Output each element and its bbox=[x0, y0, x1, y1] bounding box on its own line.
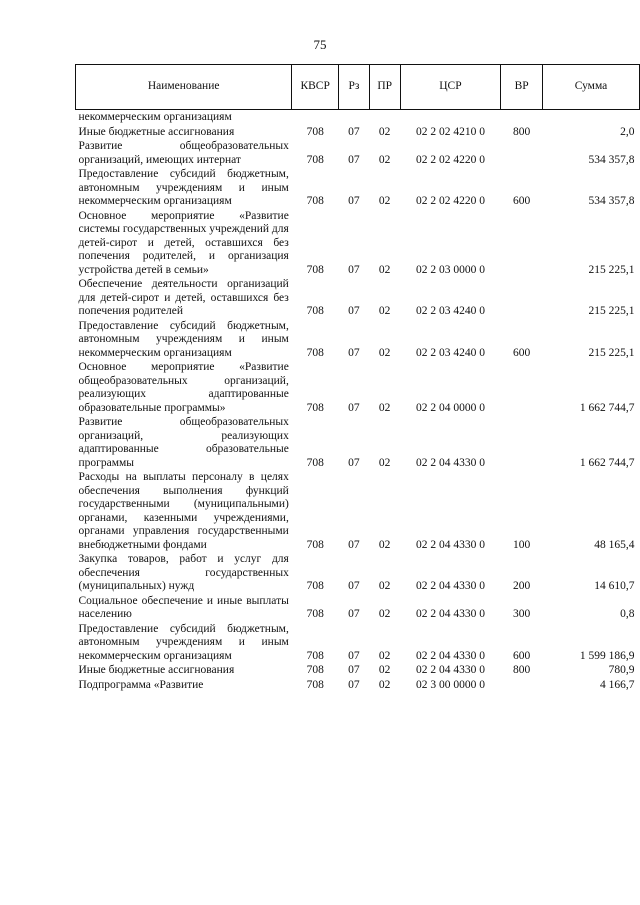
cell-pr: 02 bbox=[378, 125, 391, 138]
table-row bbox=[76, 471, 640, 553]
cell-pr: 02 bbox=[378, 580, 391, 592]
cell-sum: 0,8 bbox=[620, 608, 635, 620]
cell-kvsr: 708 bbox=[306, 608, 324, 620]
table-row bbox=[76, 679, 640, 694]
budget-table bbox=[75, 64, 640, 693]
cell-sum: 780,9 bbox=[608, 664, 635, 676]
cell-sum: 1 599 186,9 bbox=[579, 649, 635, 662]
cell-rz: 07 bbox=[348, 608, 360, 620]
cell-vr: 600 bbox=[513, 649, 531, 662]
cell-name: некоммерческим организациям bbox=[78, 111, 232, 123]
table-row bbox=[76, 320, 640, 362]
cell-pr: 02 bbox=[378, 305, 391, 317]
cell-sum: 1 662 744,7 bbox=[579, 456, 635, 469]
cell-csr: 02 2 04 4330 0 bbox=[415, 649, 485, 662]
cell-kvsr bbox=[292, 110, 339, 126]
table-row bbox=[76, 595, 640, 623]
cell-rz: 07 bbox=[348, 649, 360, 662]
header-vr: ВР bbox=[501, 65, 543, 110]
header-kvsr: КВСР bbox=[292, 65, 339, 110]
page-number: 75 bbox=[313, 37, 327, 52]
cell-rz: 07 bbox=[348, 346, 360, 359]
cell-csr: 02 2 03 0000 0 bbox=[415, 263, 485, 276]
cell-vr bbox=[501, 361, 543, 416]
cell-kvsr: 708 bbox=[306, 664, 324, 676]
cell-kvsr: 708 bbox=[306, 538, 324, 551]
cell-name: Иные бюджетные ассигнования bbox=[78, 664, 235, 676]
cell-kvsr: 708 bbox=[306, 305, 324, 317]
table-body bbox=[76, 110, 640, 694]
cell-pr: 02 bbox=[378, 195, 391, 207]
cell-vr bbox=[501, 416, 543, 471]
cell-rz bbox=[339, 110, 370, 126]
cell-rz: 07 bbox=[348, 538, 360, 551]
cell-name: Развитие общеобразовательных организаций, реализующих адаптированные образовательные программы bbox=[78, 416, 289, 469]
cell-sum: 215 225,1 bbox=[588, 263, 635, 276]
cell-name: Расходы на выплаты персоналу в целях обеспечения выполнения функций государственными (муниципальными) органами, казенными учреждениями, органами управления государственными внебюджетными фондами bbox=[78, 471, 289, 551]
cell-csr: 02 2 02 4220 0 bbox=[415, 153, 485, 166]
cell-rz: 07 bbox=[348, 401, 360, 414]
cell-vr: 800 bbox=[513, 664, 531, 676]
cell-rz: 07 bbox=[348, 664, 360, 676]
table-row bbox=[76, 140, 640, 168]
table-row bbox=[76, 210, 640, 279]
header-rz: Рз bbox=[339, 65, 370, 110]
cell-name: Закупка товаров, работ и услуг для обеспечения государственных (муниципальных) нужд bbox=[78, 553, 289, 592]
cell-name: Обеспечение деятельности организаций для детей-сирот и детей, оставшихся без попечения родителей bbox=[78, 278, 289, 317]
table-row bbox=[76, 553, 640, 595]
cell-vr: 600 bbox=[513, 346, 531, 359]
cell-rz: 07 bbox=[348, 153, 360, 166]
table-row bbox=[76, 623, 640, 665]
table-row bbox=[76, 126, 640, 141]
cell-pr: 02 bbox=[378, 401, 391, 414]
cell-csr: 02 2 02 4210 0 bbox=[415, 125, 485, 138]
cell-kvsr: 708 bbox=[306, 195, 324, 207]
cell-rz: 07 bbox=[348, 125, 360, 138]
table-row bbox=[76, 361, 640, 416]
cell-vr: 200 bbox=[513, 580, 531, 592]
cell-sum: 48 165,4 bbox=[594, 538, 635, 551]
cell-csr: 02 2 04 4330 0 bbox=[415, 664, 485, 676]
cell-vr: 600 bbox=[513, 195, 531, 207]
cell-pr: 02 bbox=[378, 346, 391, 359]
table-row bbox=[76, 168, 640, 210]
cell-csr bbox=[400, 110, 501, 126]
cell-name: Подпрограмма «Развитие bbox=[78, 678, 204, 691]
cell-csr: 02 2 02 4220 0 bbox=[415, 195, 485, 207]
cell-pr: 02 bbox=[378, 263, 391, 276]
cell-name: Предоставление субсидий бюджетным, автономным учреждениям и иным некоммерческим организациям bbox=[78, 319, 289, 359]
cell-sum: 2,0 bbox=[620, 125, 635, 138]
cell-sum: 215 225,1 bbox=[588, 305, 635, 317]
cell-name: Предоставление субсидий бюджетным, автономным учреждениям и иным некоммерческим организациям bbox=[78, 168, 289, 207]
cell-csr: 02 3 00 0000 0 bbox=[415, 678, 485, 691]
cell-rz: 07 bbox=[348, 580, 360, 592]
cell-pr: 02 bbox=[378, 153, 391, 166]
cell-vr: 800 bbox=[513, 125, 531, 138]
cell-vr bbox=[501, 278, 543, 320]
table-row bbox=[76, 110, 640, 126]
cell-name: Иные бюджетные ассигнования bbox=[78, 125, 235, 138]
header-csr: ЦСР bbox=[400, 65, 501, 110]
cell-rz: 07 bbox=[348, 456, 360, 469]
cell-vr: 100 bbox=[513, 538, 531, 551]
cell-name: Развитие общеобразовательных организаций, имеющих интернат bbox=[78, 140, 289, 166]
cell-rz: 07 bbox=[348, 195, 360, 207]
cell-kvsr: 708 bbox=[306, 456, 324, 469]
cell-kvsr: 708 bbox=[306, 678, 324, 691]
table-row bbox=[76, 278, 640, 320]
cell-name: Предоставление субсидий бюджетным, автономным учреждениям и иным некоммерческим организациям bbox=[78, 622, 289, 662]
cell-pr: 02 bbox=[378, 538, 391, 551]
table-header-row bbox=[76, 65, 640, 110]
cell-kvsr: 708 bbox=[306, 401, 324, 414]
cell-csr: 02 2 03 4240 0 bbox=[415, 305, 485, 317]
cell-rz: 07 bbox=[348, 678, 360, 691]
cell-kvsr: 708 bbox=[306, 153, 324, 166]
cell-sum bbox=[542, 110, 639, 126]
cell-pr: 02 bbox=[378, 678, 391, 691]
cell-pr: 02 bbox=[378, 649, 391, 662]
cell-csr: 02 2 04 4330 0 bbox=[415, 538, 485, 551]
cell-name: Основное мероприятие «Развитие общеобразовательных организаций, реализующих адаптированные образовательные программы» bbox=[78, 361, 289, 414]
cell-rz: 07 bbox=[348, 305, 360, 317]
table-row bbox=[76, 664, 640, 679]
cell-kvsr: 708 bbox=[306, 125, 324, 138]
cell-sum: 215 225,1 bbox=[588, 346, 635, 359]
cell-sum: 1 662 744,7 bbox=[579, 401, 635, 414]
header-sum: Сумма bbox=[542, 65, 639, 110]
cell-csr: 02 2 04 0000 0 bbox=[415, 401, 485, 414]
cell-vr bbox=[501, 679, 543, 694]
cell-rz: 07 bbox=[348, 263, 360, 276]
cell-kvsr: 708 bbox=[306, 346, 324, 359]
cell-pr: 02 bbox=[378, 456, 391, 469]
table-row bbox=[76, 416, 640, 471]
cell-csr: 02 2 03 4240 0 bbox=[415, 346, 485, 359]
cell-vr bbox=[501, 210, 543, 279]
cell-sum: 4 166,7 bbox=[600, 678, 635, 691]
cell-vr bbox=[501, 110, 543, 126]
cell-pr: 02 bbox=[378, 664, 391, 676]
cell-kvsr: 708 bbox=[306, 649, 324, 662]
cell-sum: 14 610,7 bbox=[594, 580, 635, 592]
cell-kvsr: 708 bbox=[306, 263, 324, 276]
cell-csr: 02 2 04 4330 0 bbox=[415, 456, 485, 469]
cell-csr: 02 2 04 4330 0 bbox=[415, 580, 485, 592]
cell-pr: 02 bbox=[378, 608, 391, 620]
cell-kvsr: 708 bbox=[306, 580, 324, 592]
cell-csr: 02 2 04 4330 0 bbox=[415, 608, 485, 620]
header-name: Наименование bbox=[76, 65, 292, 110]
cell-name: Социальное обеспечение и иные выплаты населению bbox=[78, 594, 289, 620]
cell-sum: 534 357,8 bbox=[588, 153, 635, 166]
cell-vr bbox=[501, 140, 543, 168]
cell-vr: 300 bbox=[513, 608, 531, 620]
header-pr: ПР bbox=[369, 65, 400, 110]
cell-name: Основное мероприятие «Развитие системы государственных учреждений для детей-сирот и детей, оставшихся без попечения родителей, и организация устройства детей в семьи» bbox=[78, 209, 289, 276]
cell-pr bbox=[369, 110, 400, 126]
cell-sum: 534 357,8 bbox=[588, 195, 635, 207]
